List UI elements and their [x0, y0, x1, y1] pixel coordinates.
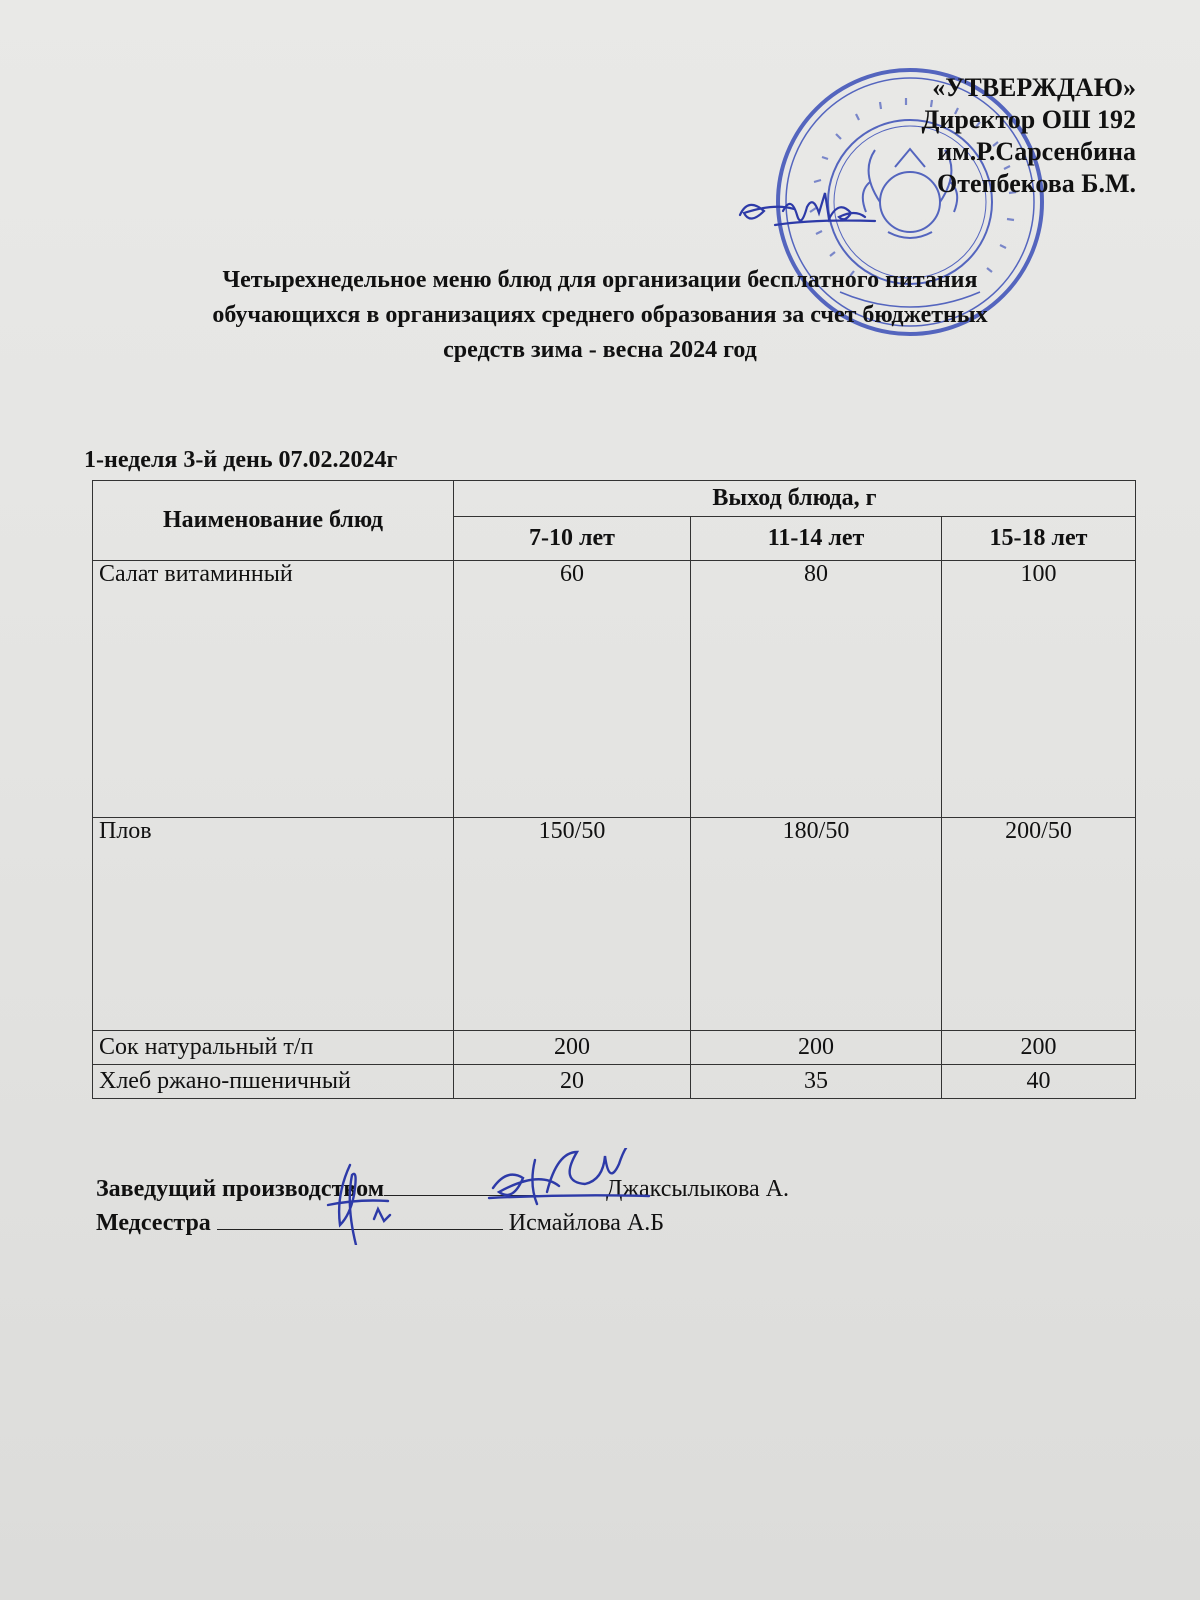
portion-value: 180/50 [691, 818, 942, 1031]
portion-value: 60 [454, 561, 691, 818]
table-row [93, 1065, 1136, 1099]
title-line-2: обучающихся в организациях среднего образования за счет бюджетных [212, 302, 988, 328]
approval-position: Директор ОШ 192 [921, 105, 1136, 134]
portion-value: 100 [942, 561, 1136, 818]
dish-name-header: Наименование блюд [93, 481, 454, 561]
manager-signature [485, 1148, 655, 1218]
manager-signature-line [96, 1176, 789, 1203]
nurse-role: Медсестра [96, 1210, 211, 1236]
portion-value: 200/50 [942, 818, 1136, 1031]
age-group-header: 15-18 лет [942, 517, 1136, 561]
age-group-header: 11-14 лет [691, 517, 942, 561]
portion-value: 200 [691, 1031, 942, 1065]
portion-value: 20 [454, 1065, 691, 1099]
document-title [80, 263, 1120, 368]
nurse-name: Исмайлова А.Б [508, 1210, 665, 1236]
menu-table [92, 480, 1136, 1099]
title-line-3: средств зима - весна 2024 год [443, 337, 757, 363]
portion-value: 80 [691, 561, 942, 818]
approval-block [921, 72, 1136, 200]
age-group-header: 7-10 лет [454, 517, 691, 561]
table-row [93, 561, 1136, 818]
dish-name: Хлеб ржано-пшеничный [93, 1065, 454, 1099]
portion-value: 35 [691, 1065, 942, 1099]
approval-school: им.Р.Сарсенбина [937, 137, 1136, 166]
portion-value: 200 [454, 1031, 691, 1065]
nurse-signature [320, 1155, 410, 1245]
table-header-row [93, 481, 1136, 517]
approval-name: Отепбекова Б.М. [937, 169, 1136, 198]
dish-name: Сок натуральный т/п [93, 1031, 454, 1065]
portion-value: 200 [942, 1031, 1136, 1065]
portion-value: 150/50 [454, 818, 691, 1031]
dish-name: Салат витаминный [93, 561, 454, 818]
title-line-1: Четырехнедельное меню блюд для организации бесплатного питания [222, 267, 978, 293]
manager-name: Джаксылыкова А. [606, 1176, 790, 1202]
manager-role: Заведущий производством [96, 1176, 385, 1202]
table-row [93, 1031, 1136, 1065]
director-signature [735, 185, 885, 255]
table-row [93, 818, 1136, 1031]
portion-value: 40 [942, 1065, 1136, 1099]
dish-name: Плов [93, 818, 454, 1031]
output-header: Выход блюда, г [454, 481, 1136, 517]
approval-heading: «УТВЕРЖДАЮ» [932, 73, 1136, 102]
week-label: 1-неделя 3-й день 07.02.2024г [84, 447, 398, 473]
